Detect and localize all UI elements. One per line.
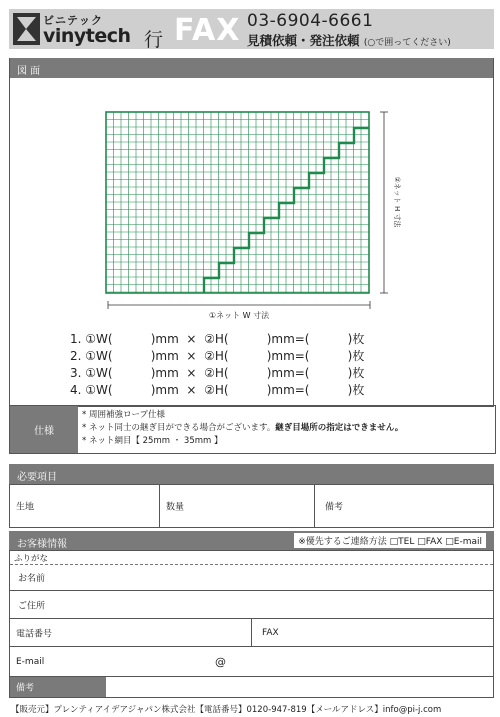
spec-line-seam — [82, 422, 403, 435]
email-label: E-mail — [16, 656, 45, 667]
order-line-4[interactable]: 4. ①W( )mm × ②H( )mm=( )枚 — [70, 383, 365, 397]
spec-line-mesh[interactable]: * ネット網目【 25mm ・ 35mm 】 — [82, 436, 223, 446]
order-lines — [70, 331, 364, 399]
spec-label: 仕様 — [10, 406, 78, 453]
remarks-row — [9, 676, 494, 698]
phone-cell[interactable] — [10, 619, 252, 646]
order-line-1[interactable]: 1. ①W( )mm × ②H( )mm=( )枚 — [70, 332, 365, 346]
furigana-label: ふりがな — [14, 554, 49, 564]
net-grid — [106, 112, 369, 293]
contact-preference[interactable]: ※優先するご連絡方法 □TEL □FAX □E-mail — [294, 533, 486, 548]
order-line-2[interactable]: 2. ①W( )mm × ②H( )mm=( )枚 — [70, 349, 365, 363]
height-dimension-label: ②ネット H 寸法 — [393, 176, 401, 228]
spec-line-seam-text: * ネット同士の継ぎ目ができる場合がございます。 — [82, 423, 276, 433]
spec-row — [9, 405, 496, 454]
required-table — [9, 484, 494, 528]
address-row[interactable] — [9, 590, 494, 618]
fax-subtitle-note: (○で囲ってください) — [363, 38, 451, 48]
remarks-label-cell — [10, 677, 106, 697]
fax-subtitle-text: 見積依頼・発注依頼 — [247, 33, 360, 48]
net-staircase-line — [204, 128, 369, 293]
logo-name: vinytech — [43, 25, 131, 47]
fax-field-label: FAX — [262, 627, 279, 638]
net-grid-drawing — [0, 0, 500, 330]
fax-cell[interactable] — [252, 619, 493, 646]
fabric-cell[interactable] — [10, 485, 160, 527]
fax-label: FAX — [174, 13, 241, 48]
logo-suffix: 行 — [144, 29, 164, 51]
remarks-label: 備考 — [16, 683, 35, 694]
required-section-bar — [9, 464, 494, 484]
furigana-divider — [10, 564, 493, 565]
email-row[interactable] — [9, 646, 494, 676]
customer-section-title: お客様情報 — [17, 539, 67, 550]
required-remarks-cell[interactable] — [315, 485, 493, 527]
drawing-section-title: 図 面 — [17, 66, 41, 77]
fabric-label: 生地 — [16, 502, 35, 513]
quantity-cell[interactable] — [160, 485, 315, 527]
quantity-label: 数量 — [166, 502, 185, 513]
footer-seller-info: 【販売元】プレンティアイデアジャパン株式会社【電話番号】0120-947-819【メールアドレス】info@pi-j.com — [11, 705, 442, 715]
spec-lines — [82, 409, 403, 448]
spec-line-seam-bold: 継ぎ目場所の指定はできません。 — [275, 423, 404, 433]
spec-line-rope: * 周囲補強ロープ仕様 — [82, 410, 166, 420]
required-remarks-label: 備考 — [325, 502, 344, 513]
required-section-title: 必要項目 — [17, 472, 57, 483]
name-block[interactable] — [9, 550, 494, 590]
remarks-input-cell[interactable] — [106, 677, 493, 697]
net-grid-border — [106, 112, 369, 293]
order-line-3[interactable]: 3. ①W( )mm × ②H( )mm=( )枚 — [70, 366, 365, 380]
email-at-symbol: @ — [215, 655, 226, 668]
customer-section-bar — [9, 531, 494, 550]
fax-number: 03-6904-6661 — [247, 11, 374, 31]
width-dimension-label: ①ネット W 寸法 — [208, 311, 270, 320]
logo-kana: ビニテック — [43, 14, 103, 27]
name-label: お名前 — [18, 574, 46, 584]
phone-fax-row — [9, 618, 494, 646]
address-label: ご住所 — [18, 601, 46, 611]
phone-label: 電話番号 — [16, 629, 53, 639]
